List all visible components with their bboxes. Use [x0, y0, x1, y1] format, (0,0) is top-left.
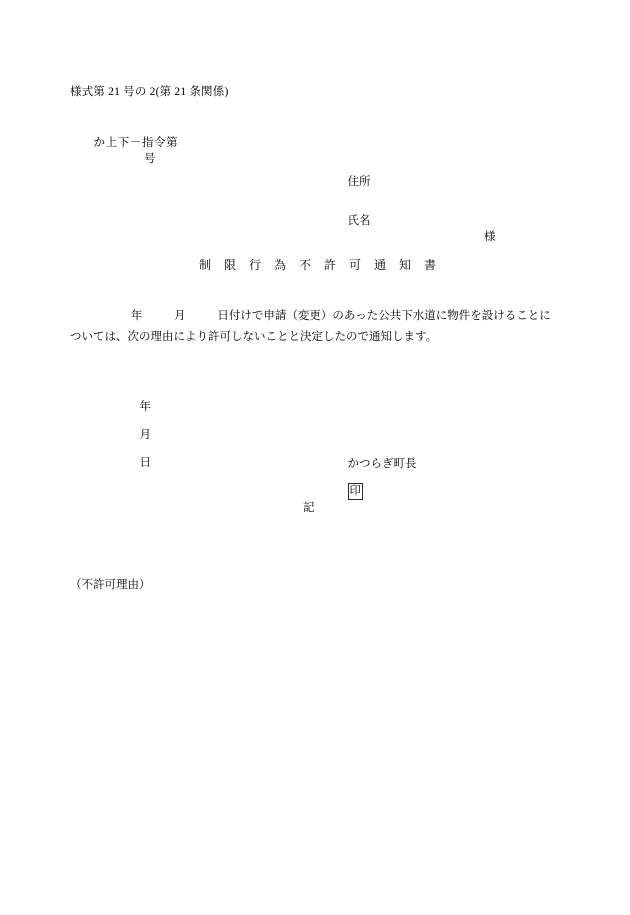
address-row — [336, 161, 371, 201]
document-number-suffix: 号 — [144, 153, 156, 165]
document-number-label: か上下－指令第 — [93, 137, 179, 149]
issue-date-year: 年 — [139, 401, 151, 413]
name-row — [336, 200, 496, 256]
reason-label: （不許可理由） — [70, 579, 151, 591]
document-number-row — [82, 122, 178, 178]
seal-stamp-icon: 印 — [348, 483, 364, 500]
body-month: 月 — [174, 310, 186, 322]
body-paragraph — [70, 306, 562, 348]
ki-label: 記 — [303, 502, 315, 514]
issue-date-row — [128, 386, 166, 482]
issue-date-day: 日 — [139, 457, 151, 469]
name-honorific: 様 — [484, 231, 496, 243]
body-year: 年 — [130, 310, 143, 322]
document-title: 制 限 行 為 不 許 可 通 知 書 — [199, 258, 437, 272]
name-label: 氏名 — [347, 215, 371, 227]
issue-date-month: 月 — [139, 429, 151, 441]
address-label: 住所 — [347, 176, 371, 188]
form-number: 様式第 21 号の 2(第 21 条関係) — [70, 86, 229, 98]
signer-row — [336, 443, 460, 512]
signer-name: かつらぎ町長 — [347, 458, 417, 470]
body-text: 日付けで申請（変更）のあった公共下水道に物件を設けることについては、次の理由により許可しないことと決定したので通知します。 — [70, 310, 551, 343]
